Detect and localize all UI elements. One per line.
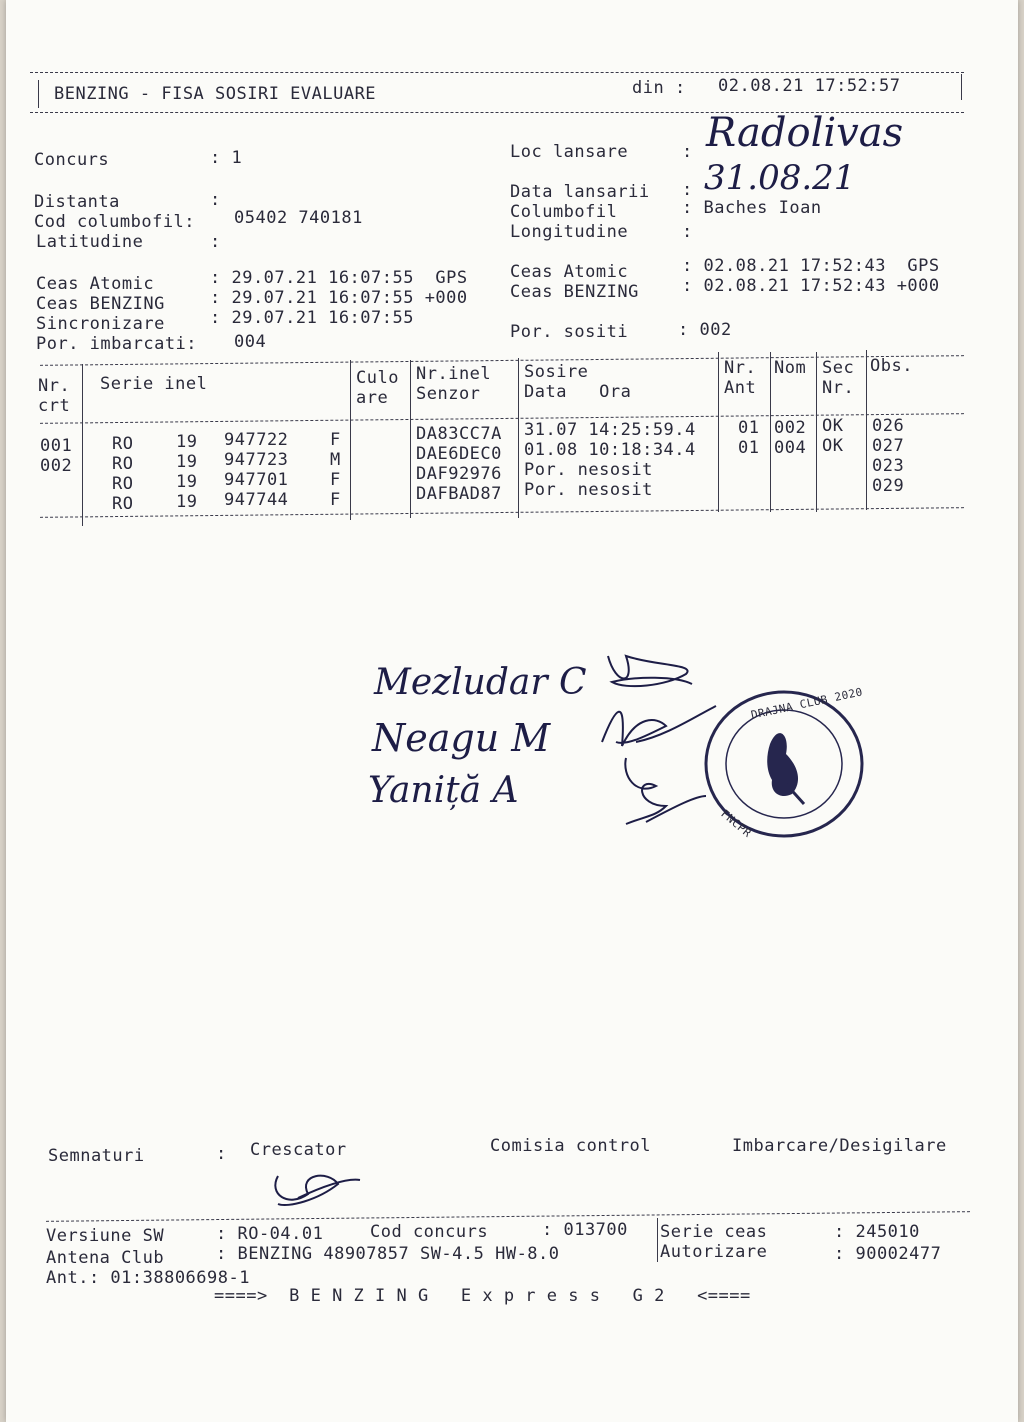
cell-country: RO — [112, 494, 134, 514]
serie-ceas-label: Serie ceas — [660, 1222, 768, 1242]
autorizare-label: Autorizare — [660, 1242, 768, 1262]
loc-lansare-handwritten: Radolivas — [706, 110, 904, 156]
th-sosire-1: Sosire — [524, 362, 589, 382]
cell-country: RO — [112, 454, 134, 474]
ceas-benzing-right-value: : 02.08.21 17:52:43 +000 — [682, 276, 940, 296]
autorizare-value: : 90002477 — [834, 1244, 942, 1264]
sincronizare-value: : 29.07.21 16:07:55 — [210, 308, 414, 328]
cell-crt: 002 — [40, 456, 73, 476]
crescator-signature — [268, 1164, 368, 1214]
cell-ring: 947701 — [224, 470, 289, 490]
brand-line: ====> B E N Z I N G E x p r e s s G 2 <==== — [214, 1286, 751, 1306]
ceas-benzing-left-value: : 29.07.21 16:07:55 +000 — [210, 288, 468, 308]
header-right-border — [961, 74, 962, 100]
date-label: din : — [632, 78, 686, 98]
cell-sosire: Por. nesosit — [524, 460, 653, 480]
paper-sheet — [6, 0, 1018, 1422]
versiune-value: : RO-04.01 — [216, 1224, 324, 1244]
distanta-label: Distanta — [34, 192, 120, 212]
cell-senzor: DAF92976 — [416, 464, 502, 484]
cell-sec: OK — [822, 436, 844, 456]
cell-year: 19 — [176, 492, 198, 512]
table-col-divider — [718, 352, 719, 512]
concurs-value: : 1 — [210, 148, 243, 168]
commission-name-2: Neagu M — [372, 716, 551, 760]
th-nom: Nom — [774, 358, 807, 378]
comisia-label: Comisia control — [490, 1136, 652, 1156]
table-col-divider — [816, 352, 817, 512]
th-sosire-2: Data Ora — [524, 382, 632, 402]
th-sec-2: Nr. — [822, 378, 855, 398]
longitudine-label: Longitudine — [510, 222, 629, 242]
cell-nom: 004 — [774, 438, 807, 458]
signatures-label: Semnaturi — [48, 1146, 145, 1166]
th-culoare-1: Culo — [356, 368, 399, 388]
date-value: 02.08.21 17:52:57 — [718, 76, 901, 96]
cell-sex: F — [330, 470, 341, 490]
stamp-text-top: DRAJNA CLUB 2020 — [749, 685, 864, 722]
header-top-rule — [30, 72, 964, 73]
cell-sex: F — [330, 490, 341, 510]
columbofil-label: Columbofil — [510, 202, 618, 222]
loc-lansare-label: Loc lansare — [510, 142, 629, 162]
imbarcare-label: Imbarcare/Desigilare — [732, 1136, 947, 1156]
data-lansarii-handwritten: 31.08.21 — [704, 158, 856, 198]
distanta-value: : — [210, 190, 221, 210]
cell-sec: OK — [822, 416, 844, 436]
signatures-colon: : — [216, 1144, 227, 1164]
th-serie-inel: Serie inel — [100, 374, 208, 394]
sositi-label: Por. sositi — [510, 322, 629, 342]
antena-label: Antena Club — [46, 1248, 165, 1268]
ceas-benzing-left-label: Ceas BENZING — [36, 294, 165, 314]
cod-columbofil-label: Cod columbofil: — [34, 212, 196, 232]
commission-name-1: Mezludar C — [374, 662, 587, 703]
document-title: BENZING - FISA SOSIRI EVALUARE — [54, 84, 377, 104]
th-nr-ant-1: Nr. — [724, 358, 757, 378]
cell-senzor: DAE6DEC0 — [416, 444, 502, 464]
ceas-atomic-left-value: : 29.07.21 16:07:55 GPS — [210, 268, 468, 288]
data-lansarii-colon: : — [682, 180, 693, 200]
cell-year: 19 — [176, 452, 198, 472]
cell-obs: 023 — [872, 456, 905, 476]
cell-sex: F — [330, 430, 341, 450]
th-sec-1: Sec — [822, 358, 855, 378]
columbofil-value: : Baches Ioan — [682, 198, 822, 218]
header-left-border — [38, 80, 39, 108]
th-obs: Obs. — [870, 356, 913, 376]
th-nr-inel-2: Senzor — [416, 384, 481, 404]
th-nr-inel-1: Nr.inel — [416, 364, 492, 384]
cell-crt: 001 — [40, 436, 73, 456]
cell-obs: 026 — [872, 416, 905, 436]
cell-obs: 027 — [872, 436, 905, 456]
ceas-atomic-right-value: : 02.08.21 17:52:43 GPS — [682, 256, 940, 276]
ant-line: Ant.: 01:38806698-1 — [46, 1268, 250, 1288]
latitudine-label: Latitudine — [36, 232, 144, 252]
versiune-label: Versiune SW — [46, 1226, 165, 1246]
cell-obs: 029 — [872, 476, 905, 496]
cell-ring: 947744 — [224, 490, 289, 510]
th-nr-crt-2: crt — [38, 396, 71, 416]
sincronizare-label: Sincronizare — [36, 314, 165, 334]
footer-col-divider — [657, 1218, 658, 1262]
th-nr-crt-1: Nr. — [38, 376, 71, 396]
sositi-value: : 002 — [678, 320, 732, 340]
footer-top-rule — [46, 1211, 970, 1222]
cod-columbofil-value: 05402 740181 — [234, 208, 363, 228]
imbarcati-value: 004 — [234, 332, 267, 352]
cod-concurs-value: : 013700 — [542, 1220, 628, 1240]
table-col-divider — [866, 350, 867, 510]
table-col-divider — [518, 358, 519, 518]
cell-nom: 002 — [774, 418, 807, 438]
cell-country: RO — [112, 434, 134, 454]
concurs-label: Concurs — [34, 150, 110, 170]
cell-country: RO — [112, 474, 134, 494]
cell-ring: 947723 — [224, 450, 289, 470]
cell-sosire: 01.08 10:18:34.4 — [524, 440, 696, 460]
serie-ceas-value: : 245010 — [834, 1222, 920, 1242]
th-nr-ant-2: Ant — [724, 378, 757, 398]
cell-senzor: DA83CC7A — [416, 424, 502, 444]
ceas-atomic-left-label: Ceas Atomic — [36, 274, 155, 294]
loc-lansare-colon: : — [682, 142, 693, 162]
ceas-atomic-right-label: Ceas Atomic — [510, 262, 629, 282]
latitudine-value: : — [210, 232, 221, 252]
table-col-divider — [82, 364, 83, 526]
cell-ant: 01 — [738, 418, 760, 438]
cell-sosire: 31.07 14:25:59.4 — [524, 420, 696, 440]
table-col-divider — [350, 360, 351, 520]
th-culoare-2: are — [356, 388, 389, 408]
cell-ring: 947722 — [224, 430, 289, 450]
cell-year: 19 — [176, 472, 198, 492]
cell-sex: M — [330, 450, 341, 470]
antena-value: : BENZING 48907857 SW-4.5 HW-8.0 — [216, 1244, 560, 1264]
stamp-text-bottom: FNCPR — [718, 807, 754, 841]
longitudine-value: : — [682, 222, 693, 242]
crescator-label: Crescator — [250, 1140, 347, 1160]
data-lansarii-label: Data lansarii — [510, 182, 650, 202]
cell-ant: 01 — [738, 438, 760, 458]
cell-sosire: Por. nesosit — [524, 480, 653, 500]
ceas-benzing-right-label: Ceas BENZING — [510, 282, 639, 302]
cell-senzor: DAFBAD87 — [416, 484, 502, 504]
cod-concurs-label: Cod concurs — [370, 1222, 489, 1242]
table-col-divider — [770, 352, 771, 512]
cell-year: 19 — [176, 432, 198, 452]
commission-name-3: Yaniță A — [368, 770, 519, 811]
table-col-divider — [410, 360, 411, 518]
imbarcati-label: Por. imbarcati: — [36, 334, 198, 354]
